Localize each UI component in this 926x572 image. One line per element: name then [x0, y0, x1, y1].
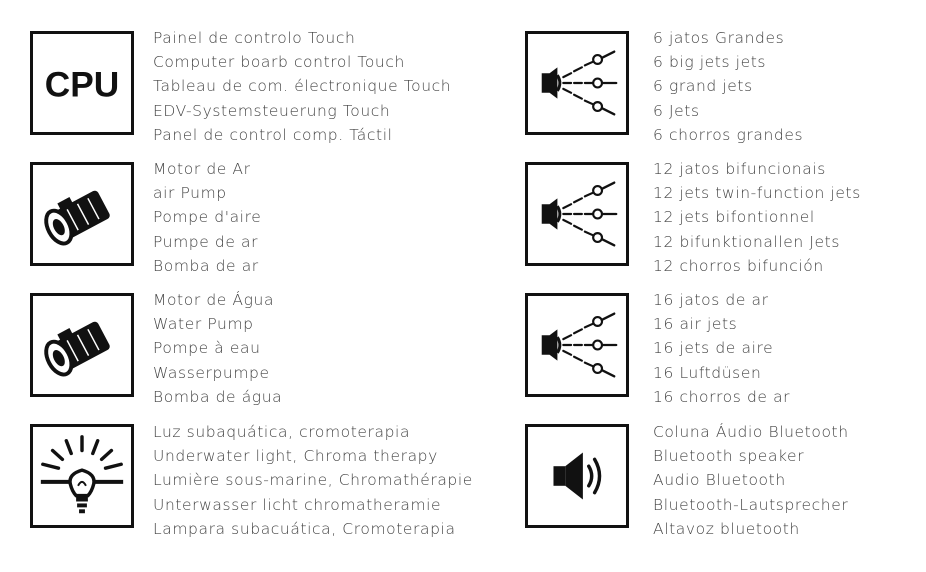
- cpu-icon: [33, 34, 131, 132]
- feature-line: Motor de Água: [153, 291, 275, 309]
- big-jets-icon-box: [525, 31, 629, 135]
- twin-function-jets-feature-list: [653, 157, 861, 278]
- water-pump-icon-box: [30, 293, 134, 397]
- feature-line: air Pump: [153, 184, 227, 203]
- bluetooth-speaker-icon: [528, 427, 626, 525]
- feature-line: Motor de Ar: [153, 160, 251, 178]
- air-pump-icon: [33, 165, 131, 263]
- feature-line: Bomba de ar: [153, 256, 259, 275]
- feature-line: 12 chorros bifunción: [653, 256, 824, 275]
- air-jets-icon: [528, 296, 626, 394]
- feature-line: 6 big jets jets: [653, 53, 767, 72]
- feature-line: Lumière sous-marine, Chromathérapie: [153, 471, 473, 490]
- svg-text:CPU: CPU: [44, 65, 120, 105]
- feature-line: Underwater light, Chroma therapy: [153, 447, 438, 466]
- feature-line: Pumpe de ar: [153, 232, 259, 251]
- feature-line: Audio Bluetooth: [653, 471, 786, 490]
- feature-line: 6 grand jets: [653, 77, 753, 96]
- feature-line: Panel de control comp. Táctil: [153, 125, 393, 144]
- feature-line: Painel de controlo Touch: [153, 29, 356, 47]
- feature-line: 16 jatos de ar: [653, 291, 769, 309]
- feature-line: 16 chorros de ar: [653, 387, 791, 406]
- feature-line: 12 jatos bifuncionais: [653, 160, 826, 178]
- feature-line: Unterwasser licht chromatheramie: [153, 495, 442, 514]
- big-jets-feature-list: [653, 26, 803, 147]
- feature-line: 12 jets bifontionnel: [653, 208, 815, 227]
- feature-line: 16 air jets: [653, 315, 738, 334]
- feature-line: Altavoz bluetooth: [653, 519, 800, 538]
- feature-line: 6 Jets: [653, 101, 700, 120]
- water-pump-feature-list: [153, 288, 282, 409]
- air-pump-feature-list: [153, 157, 261, 278]
- feature-line: Lampara subacuática, Cromoterapia: [153, 519, 456, 538]
- cpu-feature-list: [153, 26, 451, 147]
- feature-line: Tableau de com. électronique Touch: [153, 77, 452, 96]
- underwater-light-icon: [33, 427, 131, 525]
- feature-line: 16 Luftdüsen: [653, 363, 762, 382]
- feature-line: Bluetooth speaker: [653, 447, 805, 466]
- bluetooth-speaker-icon-box: [525, 424, 629, 528]
- feature-line: Luz subaquática, cromoterapia: [153, 423, 411, 441]
- air-pump-icon-box: [30, 162, 134, 266]
- feature-line: 6 jatos Grandes: [653, 29, 785, 47]
- cpu-icon-box: [30, 31, 134, 135]
- underwater-light-feature-list: [153, 420, 473, 541]
- underwater-light-icon-box: [30, 424, 134, 528]
- feature-line: Bomba de água: [153, 387, 283, 406]
- feature-line: 6 chorros grandes: [653, 125, 804, 144]
- twin-function-jets-icon: [528, 165, 626, 263]
- feature-line: 12 bifunktionallen Jets: [653, 232, 841, 251]
- feature-line: Wasserpumpe: [153, 363, 270, 382]
- feature-line: Computer boarb control Touch: [153, 53, 405, 72]
- feature-line: 16 jets de aire: [653, 339, 774, 358]
- feature-line: EDV-Systemsteuerung Touch: [153, 101, 391, 120]
- feature-line: Bluetooth-Lautsprecher: [653, 495, 849, 514]
- water-pump-icon: [33, 296, 131, 394]
- air-jets-feature-list: [653, 288, 790, 409]
- feature-line: Water Pump: [153, 315, 254, 334]
- feature-line: Coluna Áudio Bluetooth: [653, 423, 849, 441]
- feature-line: Pompe d'aire: [153, 208, 262, 227]
- feature-line: 12 jets twin-function jets: [653, 184, 861, 203]
- feature-line: Pompe à eau: [153, 339, 261, 358]
- twin-function-jets-icon-box: [525, 162, 629, 266]
- air-jets-icon-box: [525, 293, 629, 397]
- bluetooth-speaker-feature-list: [653, 420, 849, 541]
- big-jets-icon: [528, 34, 626, 132]
